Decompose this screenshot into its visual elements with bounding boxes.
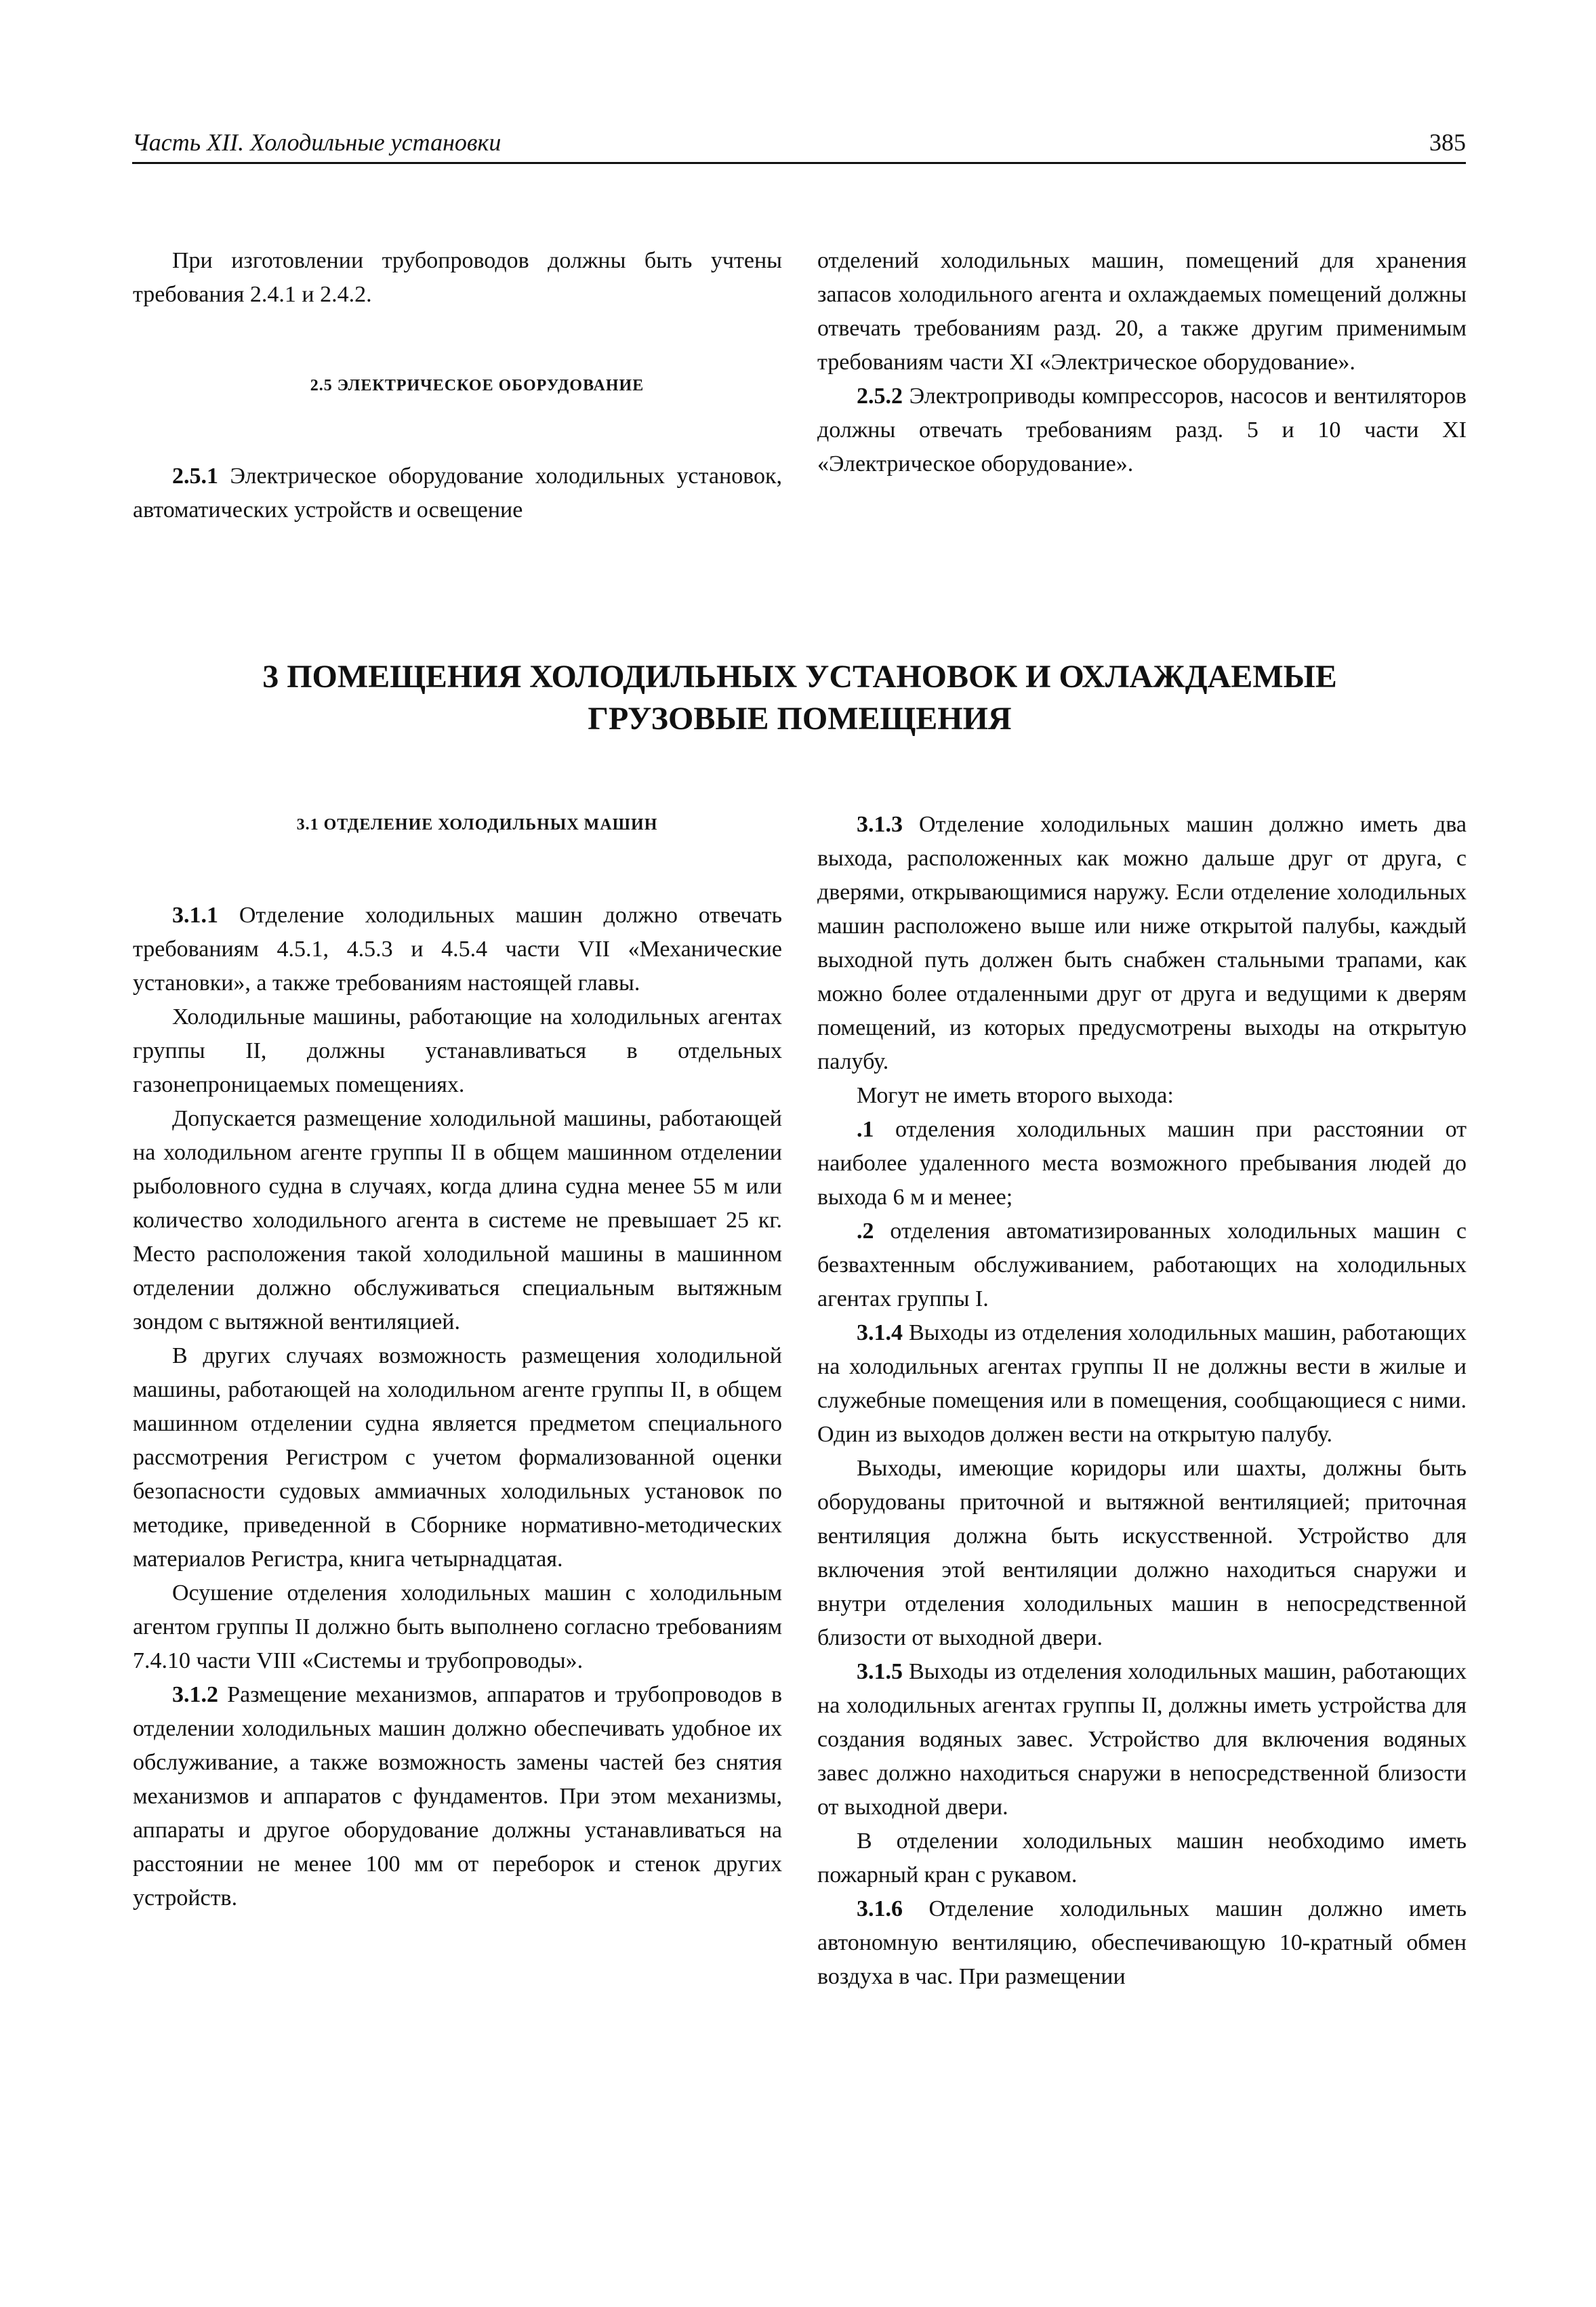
chapter-title (133, 656, 1467, 740)
clause-text: Размещение механизмов, аппаратов и трубопроводов в отделении холодильных машин должно обеспечивать удобное их обслуживание, а также возможность замены частей без снятия механизмов и аппаратов с фундаментов. При этом механизмы, аппараты и другое оборудование должны устанавливаться на расстоянии не менее 100 мм от переборок и стенок других устройств. (133, 1682, 782, 1911)
clause-text: Выходы из отделения холодильных машин, работающих на холодильных агентах группы II, должны иметь устройства для создания водяных завес. Устройство для включения водяных завес должно находиться снаружи в непосредственной близости от выходной двери. (817, 1659, 1467, 1820)
section-heading-2-5: 2.5 ЭЛЕКТРИЧЕСКОЕ ОБОРУДОВАНИЕ (310, 377, 644, 394)
list-item-1 (817, 1113, 1467, 1214)
paragraph: Могут не иметь второго выхода: (857, 1083, 1174, 1108)
paragraph: Допускается размещение холодильной машины, работающей на холодильном агенте группы II в общем машинном отделении рыболовного судна в случаях, когда длина судна менее 55 м или количество холодильного агента в системе не превышает 25 кг. Место расположения такой холодильной машины в машинном отделении должно обслуживаться специальным вытяжным зондом с вытяжной вентиляцией. (133, 1106, 782, 1334)
paragraph-3-1-2 (133, 1678, 782, 1915)
section-heading-3-1: 3.1 ОТДЕЛЕНИЕ ХОЛОДИЛЬНЫХ МАШИН (296, 816, 658, 834)
header-title: Часть XII. Холодильные установки (132, 129, 502, 156)
paragraph: Выходы, имеющие коридоры или шахты, должны быть оборудованы приточной и вытяжной вентиляцией; приточная вентиляция должна быть искусственной. Устройство для включения этой вентиляции должно находиться снаружи и внутри отделения холодильных машин в непосредственной близости от выходной двери. (817, 1456, 1467, 1650)
running-header (132, 125, 1466, 164)
paragraph-2-5-2 (817, 380, 1467, 481)
list-number: .1 (857, 1117, 874, 1142)
paragraph: При изготовлении трубопроводов должны быть учтены требования 2.4.1 и 2.4.2. (133, 248, 782, 307)
clause-text: Отделение холодильных машин должно отвечать требованиям 4.5.1, 4.5.3 и 4.5.4 части VII «Механические установки», а также требованиям настоящей главы. (133, 903, 782, 996)
paragraph: Холодильные машины, работающие на холодильных агентах группы II, должны устанавливаться в отдельных газонепроницаемых помещениях. (133, 1004, 782, 1097)
paragraph: В других случаях возможность размещения холодильной машины, работающей на холодильном агенте группы II, в общем машинном отделении судна является предметом специального рассмотрения Регистром с учетом формализованной оценки безопасности судовых аммиачных холодильных установок по методике, приведенной в Сборнике нормативно-методических материалов Регистра, книга четырнадцатая. (133, 1343, 782, 1572)
clause-number: 3.1.5 (857, 1659, 903, 1684)
top-right-column (817, 244, 1467, 481)
paragraph-3-1-6 (817, 1892, 1467, 1994)
clause-text: Электрическое оборудование холодильных установок, автоматических устройств и освещение (133, 464, 782, 523)
clause-text: Электроприводы компрессоров, насосов и вентиляторов должны отвечать требованиям разд. 5 и 10 части XI «Электрическое оборудование». (817, 384, 1467, 476)
chapter-title-line-1: 3 ПОМЕЩЕНИЯ ХОЛОДИЛЬНЫХ УСТАНОВОК И ОХЛАЖДАЕМЫЕ (262, 659, 1337, 695)
paragraph-2-5-1 (133, 460, 782, 527)
paragraph: В отделении холодильных машин необходимо иметь пожарный кран с рукавом. (817, 1829, 1467, 1887)
clause-number: 3.1.6 (857, 1896, 903, 1921)
paragraph: Осушение отделения холодильных машин с холодильным агентом группы II должно быть выполнено согласно требованиям 7.4.10 части VIII «Системы и трубопроводы». (133, 1580, 782, 1673)
paragraph-3-1-4 (817, 1316, 1467, 1452)
clause-number: 3.1.1 (172, 903, 218, 928)
top-left-column (133, 244, 782, 527)
clause-text: Выходы из отделения холодильных машин, работающих на холодильных агентах группы II не должны вести в жилые и служебные помещения или в помещения, сообщающиеся с ними. Один из выходов должен вести на открытую палубу. (817, 1320, 1467, 1447)
main-right-column (817, 808, 1467, 1994)
main-left-column (133, 808, 782, 1915)
clause-number: 3.1.4 (857, 1320, 903, 1345)
list-text: отделения автоматизированных холодильных машин с безвахтенным обслуживанием, работающих на холодильных агентах группы I. (817, 1219, 1467, 1311)
chapter-title-line-2: ГРУЗОВЫЕ ПОМЕЩЕНИЯ (588, 701, 1012, 737)
list-text: отделения холодильных машин при расстоянии от наиболее удаленного места возможного пребывания людей до выхода 6 м и менее; (817, 1117, 1467, 1210)
clause-number: 3.1.3 (857, 812, 903, 837)
list-item-2 (817, 1214, 1467, 1316)
clause-number: 2.5.2 (857, 384, 903, 409)
paragraph: отделений холодильных машин, помещений для хранения запасов холодильного агента и охлаждаемых помещений должны отвечать требованиям разд. 20, а также другим применимым требованиям части XI «Электрическое оборудование». (817, 248, 1467, 375)
paragraph-3-1-5 (817, 1655, 1467, 1824)
clause-number: 3.1.2 (172, 1682, 218, 1707)
clause-text: Отделение холодильных машин должно иметь два выхода, расположенных как можно дальше друг от друга, с дверями, открывающимися наружу. Если отделение холодильных машин расположено выше или ниже открытой палубы, каждый выходной путь должен быть снабжен стальными трапами, как можно более отдаленными друг от друга и ведущими к дверям помещений, из которых предусмотрены выходы на открытую палубу. (817, 812, 1467, 1074)
paragraph-3-1-1 (133, 899, 782, 1000)
page-number: 385 (1429, 129, 1466, 156)
paragraph-3-1-3 (817, 808, 1467, 1079)
list-number: .2 (857, 1219, 874, 1244)
clause-number: 2.5.1 (172, 464, 218, 489)
clause-text: Отделение холодильных машин должно иметь автономную вентиляцию, обеспечивающую 10-кратный обмен воздуха в час. При размещении (817, 1896, 1467, 1989)
